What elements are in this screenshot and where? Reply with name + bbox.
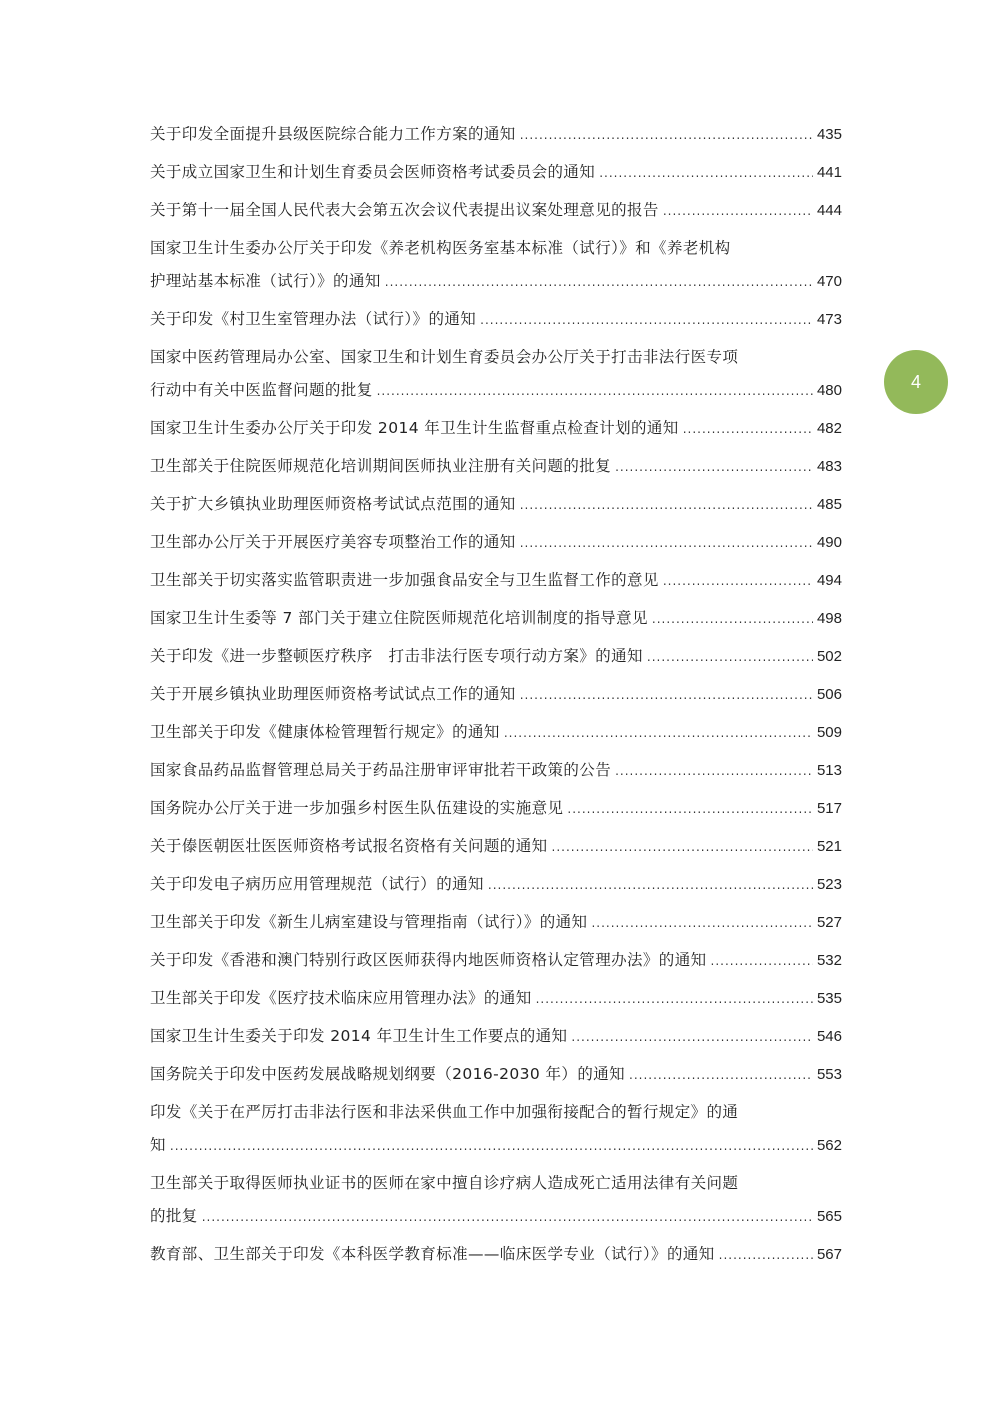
toc-page-number: 502 [816,648,842,665]
toc-page-number: 565 [816,1208,842,1225]
toc-entry-line [150,265,842,298]
toc-page-number: 517 [816,800,842,817]
toc-entry[interactable] [150,1238,842,1271]
toc-page-number: 470 [816,273,842,290]
toc-dot-leader [591,907,813,940]
toc-entry-title: 卫生部关于印发《健康体检管理暂行规定》的通知 [150,723,500,741]
toc-page-number: 532 [816,952,842,969]
toc-entry-title: 国家中医药管理局办公室、国家卫生和计划生育委员会办公厅关于打击非法行医专项 [150,348,739,366]
toc-entry-title: 印发《关于在严厉打击非法行医和非法采供血工作中加强衔接配合的暂行规定》的通 [150,1103,739,1121]
toc-entry-title: 关于扩大乡镇执业助理医师资格考试试点范围的通知 [150,495,516,513]
toc-page-number: 485 [816,496,842,513]
toc-entry-line [150,792,842,825]
toc-entry-title: 国家卫生计生委关于印发 2014 年卫生计生工作要点的通知 [150,1027,568,1045]
toc-dot-leader [683,413,813,446]
toc-entry-line [150,1096,842,1129]
toc-entry-title: 卫生部关于取得医师执业证书的医师在家中擅自诊疗病人造成死亡适用法律有关问题 [150,1174,739,1192]
toc-dot-leader [520,527,813,560]
toc-entry-line [150,412,842,445]
toc-entry-line [150,118,842,151]
toc-page-number: 498 [816,610,842,627]
toc-dot-leader [552,831,813,864]
toc-page-number: 435 [816,126,842,143]
toc-entry[interactable] [150,232,842,298]
toc-entry-title: 知 [150,1136,166,1154]
toc-entry[interactable] [150,341,842,407]
toc-entry-line [150,1020,842,1053]
toc-entry-line [150,982,842,1015]
toc-entry-line [150,303,842,336]
toc-entry-line [150,374,842,407]
toc-page-number: 567 [816,1246,842,1263]
toc-dot-leader [170,1130,813,1163]
toc-entry-title: 卫生部关于印发《医疗技术临床应用管理办法》的通知 [150,989,532,1007]
toc-page-number: 553 [816,1066,842,1083]
toc-entry-title: 国家卫生计生委办公厅关于印发《养老机构医务室基本标准（试行）》和《养老机构 [150,239,731,257]
toc-entry-title: 国务院关于印发中医药发展战略规划纲要（2016-2030 年）的通知 [150,1065,626,1083]
toc-page-number: 513 [816,762,842,779]
toc-dot-leader [385,266,813,299]
toc-entry-line [150,640,842,673]
toc-page-number: 482 [816,420,842,437]
toc-dot-leader [663,565,813,598]
toc-entry-line [150,1058,842,1091]
toc-entry-title: 关于开展乡镇执业助理医师资格考试试点工作的通知 [150,685,516,703]
toc-dot-leader [504,717,813,750]
toc-dot-leader [629,1059,813,1092]
toc-entry[interactable] [150,564,842,597]
toc-page-number: 444 [816,202,842,219]
toc-entry[interactable] [150,412,842,445]
toc-entry-title: 教育部、卫生部关于印发《本科医学教育标准——临床医学专业（试行）》的通知 [150,1245,715,1263]
toc-entry-line [150,754,842,787]
toc-page-number: 523 [816,876,842,893]
toc-entry-title: 关于印发《进一步整顿医疗秩序 打击非法行医专项行动方案》的通知 [150,647,643,665]
toc-entry-line [150,526,842,559]
toc-entry-title: 国务院办公厅关于进一步加强乡村医生队伍建设的实施意见 [150,799,564,817]
toc-page-number: 562 [816,1137,842,1154]
toc-dot-leader [652,603,813,636]
toc-page-number: 506 [816,686,842,703]
toc-entry[interactable] [150,906,842,939]
toc-dot-leader [520,119,813,152]
toc-dot-leader [377,375,813,408]
toc-entry[interactable] [150,156,842,189]
table-of-contents [150,118,842,1276]
toc-entry-line [150,944,842,977]
toc-entry-title: 关于印发全面提升县级医院综合能力工作方案的通知 [150,125,516,143]
toc-entry-line [150,602,842,635]
toc-dot-leader [719,1239,813,1272]
toc-entry[interactable] [150,1058,842,1091]
toc-dot-leader [520,679,813,712]
toc-dot-leader [536,983,813,1016]
toc-entry-title: 国家卫生计生委等 7 部门关于建立住院医师规范化培训制度的指导意见 [150,609,648,627]
toc-entry[interactable] [150,944,842,977]
toc-dot-leader [202,1201,813,1234]
toc-entry[interactable] [150,118,842,151]
toc-dot-leader [647,641,813,674]
toc-page-number: 546 [816,1028,842,1045]
toc-entry-title: 关于印发《香港和澳门特别行政区医师获得内地医师资格认定管理办法》的通知 [150,951,707,969]
toc-entry-line [150,341,842,374]
toc-entry-title: 国家食品药品监督管理总局关于药品注册审评审批若干政策的公告 [150,761,612,779]
toc-entry-title: 关于第十一届全国人民代表大会第五次会议代表提出议案处理意见的报告 [150,201,659,219]
toc-entry-title: 护理站基本标准（试行）》的通知 [150,272,381,290]
toc-entry-title: 卫生部办公厅关于开展医疗美容专项整治工作的通知 [150,533,516,551]
toc-entry[interactable] [150,830,842,863]
toc-entry[interactable] [150,1167,842,1233]
toc-entry-line [150,830,842,863]
toc-entry-line [150,1200,842,1233]
toc-page-number: 527 [816,914,842,931]
toc-entry-line [150,716,842,749]
toc-dot-leader [615,451,813,484]
toc-entry-title: 国家卫生计生委办公厅关于印发 2014 年卫生计生监督重点检查计划的通知 [150,419,679,437]
toc-entry-title: 关于傣医朝医壮医医师资格考试报名资格有关问题的通知 [150,837,548,855]
toc-entry-line [150,156,842,189]
toc-entry-line [150,678,842,711]
toc-dot-leader [488,869,813,902]
toc-entry-line [150,1238,842,1271]
toc-dot-leader [571,1021,813,1054]
toc-entry-title: 行动中有关中医监督问题的批复 [150,381,373,399]
toc-entry[interactable] [150,678,842,711]
toc-entry[interactable] [150,488,842,521]
toc-page-number: 490 [816,534,842,551]
toc-dot-leader [599,157,813,190]
toc-dot-leader [567,793,813,826]
toc-entry-line [150,232,842,265]
toc-entry[interactable] [150,303,842,336]
toc-entry-line [150,1167,842,1200]
toc-entry-title: 卫生部关于住院医师规范化培训期间医师执业注册有关问题的批复 [150,457,612,475]
toc-dot-leader [615,755,813,788]
toc-entry[interactable] [150,716,842,749]
toc-entry-line [150,450,842,483]
toc-page-number: 509 [816,724,842,741]
toc-page-number: 494 [816,572,842,589]
toc-entry[interactable] [150,640,842,673]
toc-entry-title: 卫生部关于切实落实监管职责进一步加强食品安全与卫生监督工作的意见 [150,571,659,589]
toc-entry[interactable] [150,754,842,787]
toc-entry[interactable] [150,194,842,227]
toc-page-number: 483 [816,458,842,475]
toc-entry[interactable] [150,792,842,825]
toc-page-number: 473 [816,311,842,328]
toc-entry[interactable] [150,982,842,1015]
toc-entry-line [150,1129,842,1162]
toc-entry-title: 关于成立国家卫生和计划生育委员会医师资格考试委员会的通知 [150,163,596,181]
toc-entry-title: 关于印发电子病历应用管理规范（试行）的通知 [150,875,484,893]
toc-entry-line [150,564,842,597]
toc-entry[interactable] [150,526,842,559]
toc-dot-leader [520,489,813,522]
toc-dot-leader [663,195,813,228]
toc-page-number: 480 [816,382,842,399]
toc-page-number: 535 [816,990,842,1007]
page-number-badge: 4 [884,350,948,414]
toc-entry-line [150,194,842,227]
toc-entry-line [150,488,842,521]
toc-entry-title: 卫生部关于印发《新生儿病室建设与管理指南（试行）》的通知 [150,913,588,931]
toc-entry-title: 关于印发《村卫生室管理办法（试行）》的通知 [150,310,477,328]
toc-entry-line [150,868,842,901]
toc-entry[interactable] [150,1020,842,1053]
toc-entry[interactable] [150,1096,842,1162]
toc-entry[interactable] [150,868,842,901]
toc-page-number: 441 [816,164,842,181]
toc-entry-line [150,906,842,939]
toc-entry[interactable] [150,602,842,635]
toc-page-number: 521 [816,838,842,855]
toc-entry[interactable] [150,450,842,483]
toc-entry-title: 的批复 [150,1207,198,1225]
toc-dot-leader [480,304,813,337]
toc-dot-leader [711,945,813,978]
